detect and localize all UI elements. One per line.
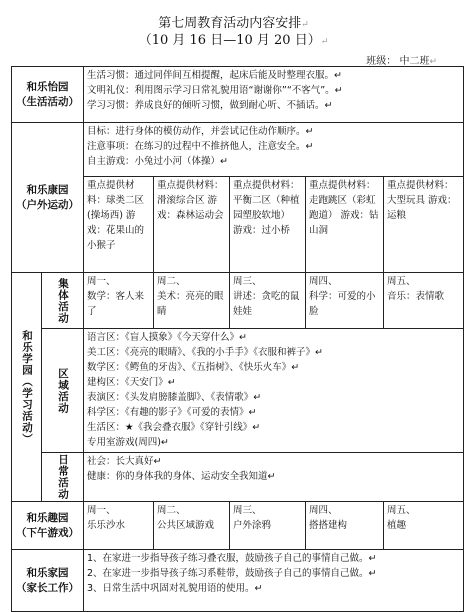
- day-label: 周二、: [157, 276, 186, 287]
- area-label: [42, 329, 84, 453]
- class-label: 班级：: [366, 56, 397, 67]
- daily-line: 社会：长大真好↵: [87, 456, 162, 467]
- daily-label-text: 日常活动: [57, 454, 69, 500]
- day-label: 周二、: [157, 505, 186, 516]
- day-content: 美术：亮亮的眼睛: [157, 291, 224, 317]
- group-day: [154, 273, 230, 329]
- area-label-text: 区域活动: [57, 367, 69, 414]
- afternoon-label-title: 和乐趣园: [26, 511, 69, 524]
- life-label: [12, 67, 84, 123]
- row-outdoor-text: [12, 123, 464, 177]
- day-content: 公共区域游戏: [157, 520, 215, 531]
- row-afternoon: [12, 502, 464, 550]
- outdoor-line: 注意事项：在练习的过程中不推挤他人，注意安全。↵: [87, 141, 314, 152]
- learning-label: [12, 273, 42, 502]
- day-content: 讲述：贪吃的鼠娃娃: [233, 291, 300, 317]
- title-text: 第七周教育活动内容安排: [158, 16, 302, 31]
- family-line: 3、日常生活中巩固对礼貌用语的使用。↵: [87, 583, 263, 594]
- day-label: 周三、: [233, 276, 262, 287]
- afternoon-day: [230, 502, 306, 550]
- outdoor-zone: 重点提供材料：平衡二区（种植园塑胶软地） 游戏：过小桥: [230, 177, 306, 273]
- class-name: 中二班: [399, 56, 430, 67]
- daily-content: [84, 453, 464, 502]
- life-line: 生活习惯：通过同伴间互相提醒，起床后能及时整理衣服。↵: [87, 70, 342, 81]
- area-line: 表演区：《头发肩膀膝盖脚》、《表情歌》↵: [87, 392, 262, 403]
- family-label-sub: （家长工作）: [16, 581, 79, 594]
- afternoon-label-sub: （下午游戏）: [16, 526, 79, 539]
- life-line: 学习习惯：养成良好的倾听习惯，做到耐心听、不插话。↵: [87, 100, 333, 111]
- outdoor-content: [84, 123, 464, 177]
- day-content: 科学：可爱的小脸: [309, 291, 376, 317]
- group-day: [306, 273, 384, 329]
- life-line: 文明礼仪：利用图示学习日常礼貌用语“谢谢你”“不客气”。↵: [87, 85, 343, 96]
- class-line: [366, 52, 437, 67]
- outdoor-label-sub: （户外运动）: [16, 198, 79, 211]
- area-line: 美工区：《亮亮的眼睛》、《我的小手手》《衣服和裤子》↵: [87, 347, 323, 358]
- day-label: 周五、: [387, 276, 416, 287]
- outdoor-zone: 重点提供材料：走跑跳区（彩虹跑道） 游戏：钻山洞: [306, 177, 384, 273]
- outdoor-label-title: 和乐康园: [26, 183, 69, 196]
- family-content: [84, 550, 464, 612]
- family-label: [12, 550, 84, 612]
- row-area-activity: [12, 329, 464, 453]
- day-label: 周四、: [309, 505, 338, 516]
- day-content: 数学：客人来了: [87, 291, 145, 317]
- area-line: 语言区：《盲人摸象》《今天穿什么》↵: [87, 332, 247, 343]
- afternoon-day: [306, 502, 384, 550]
- day-label: 周三、: [233, 505, 262, 516]
- area-content: [84, 329, 464, 453]
- group-label-text: 集体活动: [57, 277, 69, 324]
- paragraph-mark: ↵: [301, 20, 309, 30]
- area-line: 数学区：《鳄鱼的牙齿》、《五指树》、《快乐火车》↵: [87, 362, 300, 373]
- day-label: 周四、: [309, 276, 338, 287]
- life-content: [84, 67, 464, 123]
- date-range: [0, 33, 467, 50]
- family-label-title: 和乐家园: [26, 566, 69, 579]
- outdoor-line: 目标：进行身体的模仿动作，并尝试记住动作顺序。↵: [87, 126, 314, 137]
- daily-label: [42, 453, 84, 502]
- group-day: [84, 273, 154, 329]
- afternoon-day: [154, 502, 230, 550]
- outdoor-zone: 重点提供材料：大型玩具 游戏：运粮: [384, 177, 464, 273]
- afternoon-day: [84, 502, 154, 550]
- outdoor-label: [12, 123, 84, 273]
- learning-label-text: 和乐学园（学习活动）: [21, 329, 33, 445]
- day-label: 周一、: [87, 276, 116, 287]
- group-day: [384, 273, 464, 329]
- group-label: [42, 273, 84, 329]
- family-line: 1、在家进一步指导孩子练习叠衣服，鼓励孩子自己的事情自己做。↵: [87, 553, 377, 564]
- row-life: [12, 67, 464, 123]
- area-line: 建构区：《天安门》↵: [87, 377, 176, 388]
- row-daily-activity: [12, 453, 464, 502]
- day-label: 周一、: [87, 505, 116, 516]
- afternoon-label: [12, 502, 84, 550]
- outdoor-zone: 重点提供材料：滑滚综合区 游戏：森林运动会: [154, 177, 230, 273]
- row-group-activity: [12, 273, 464, 329]
- page-title: [0, 16, 467, 33]
- day-content: 乐乐沙水: [87, 520, 126, 531]
- daily-line: 健康：你的身体我的身体、运动安全我知道↵: [87, 471, 276, 482]
- paragraph-mark: ↵: [429, 57, 437, 67]
- life-label-title: 和乐怡园: [26, 80, 69, 93]
- day-content: 搭搭建构: [309, 520, 348, 531]
- area-line: 科学区：《有趣的影子》《可爱的表情》↵: [87, 407, 257, 418]
- family-line: 2、在家进一步指导孩子练习系鞋带，鼓励孩子自己的事情自己做。↵: [87, 568, 377, 579]
- group-day: [230, 273, 306, 329]
- area-line: 生活区：★《我会叠衣服》《穿针引线》↵: [87, 422, 261, 433]
- day-content: 音乐：表情歌: [387, 291, 445, 302]
- date-range-text: （10 月 16 日—10 月 20 日）: [138, 33, 321, 48]
- day-content: 植趣: [387, 520, 407, 531]
- row-family: [12, 550, 464, 612]
- schedule-table: [11, 66, 464, 612]
- paragraph-mark: ↵: [320, 37, 329, 47]
- afternoon-day: [384, 502, 464, 550]
- day-label: 周五、: [387, 505, 416, 516]
- outdoor-zone: 重点提供材料：球类二区(操场西) 游戏：花果山的小猴子: [84, 177, 154, 273]
- day-content: 户外涂鸦: [233, 520, 272, 531]
- outdoor-line: 自主游戏：小兔过小河（体操）↵: [87, 156, 228, 167]
- life-label-sub: （生活活动）: [16, 95, 79, 108]
- area-line: 专用室游戏(周四)↵: [87, 437, 169, 448]
